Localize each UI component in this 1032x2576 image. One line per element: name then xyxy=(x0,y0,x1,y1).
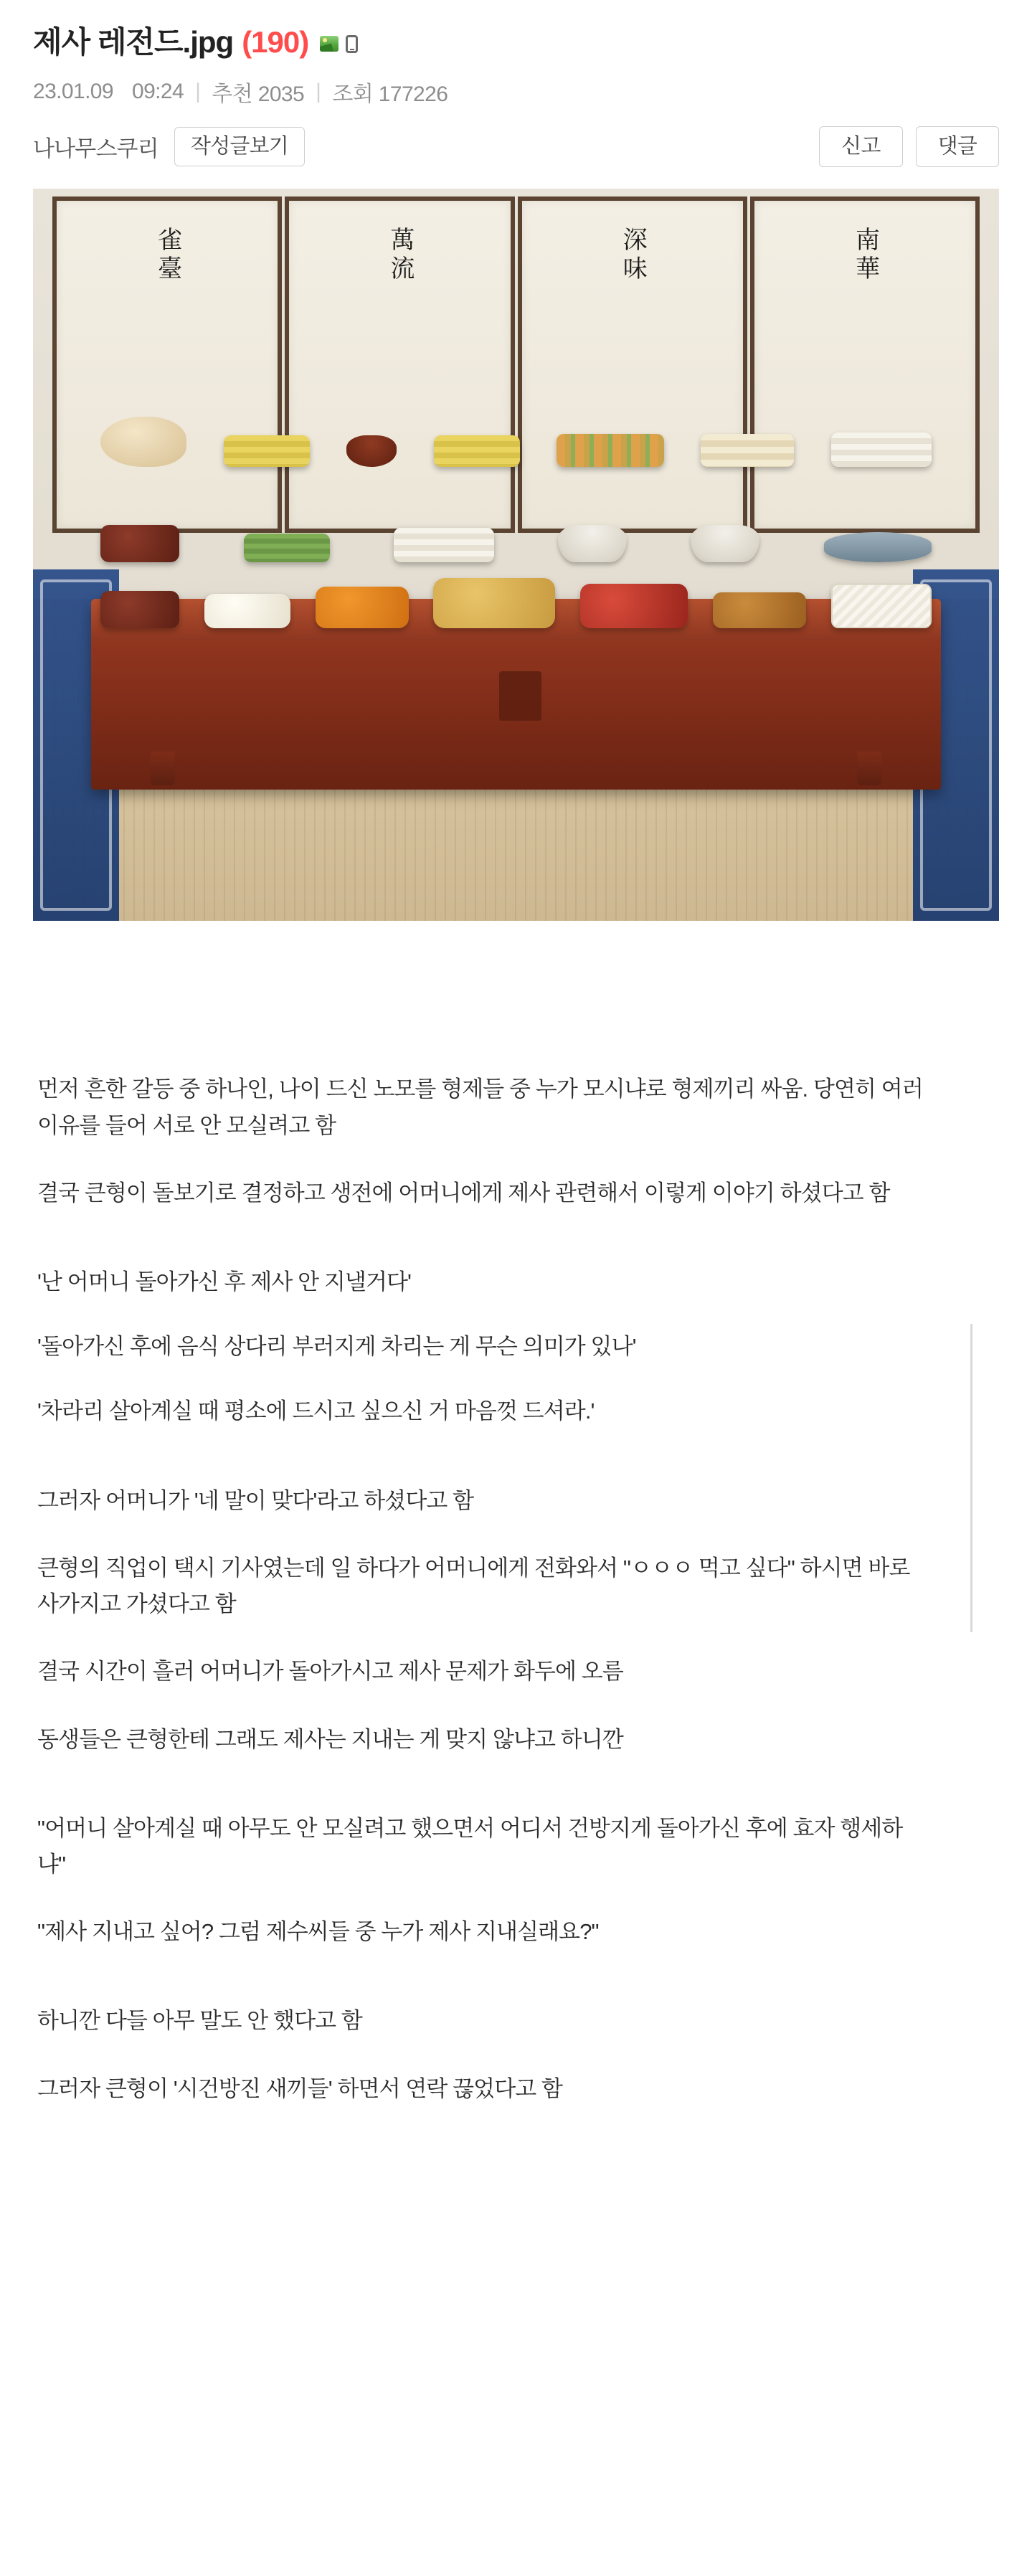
screen-panel-4-text: 南華 xyxy=(851,227,880,285)
page-title: 제사 레전드.jpg xyxy=(33,25,234,59)
post-meta xyxy=(33,76,999,108)
dish-tangerines xyxy=(316,587,409,628)
screen-panel-1-text: 雀臺 xyxy=(153,227,182,285)
body-paragraph-2: 결국 큰형이 돌보기로 결정하고 생전에 어머니에게 제사 관련해서 이렇게 이야기 하셨다고 함 xyxy=(37,1180,890,1206)
post-time: 09:24 xyxy=(131,80,184,104)
author-name[interactable]: 나나무스쿠리 xyxy=(33,136,158,162)
post-header xyxy=(0,0,1032,167)
food-row-back xyxy=(100,350,931,467)
comment-button[interactable]: 댓글 xyxy=(916,126,999,167)
post-body xyxy=(0,1071,1032,2182)
body-paragraph-7: 큰형의 직업이 택시 기사였는데 일 하다가 어머니에게 전화와서 "ㅇㅇㅇ 먹고 싶다" 하시면 바로 사가지고 가셨다고 함 xyxy=(37,1555,910,1617)
dish-rice-cake xyxy=(831,584,932,628)
author-right-group xyxy=(819,126,999,167)
table-apron-ornament xyxy=(499,671,541,721)
image-icon xyxy=(320,36,339,52)
dish-apples xyxy=(580,584,688,628)
title-icon-group xyxy=(320,35,358,53)
table-leg-left xyxy=(151,752,175,786)
view-count: 조회 177226 xyxy=(332,82,448,107)
dish-eggs xyxy=(204,594,290,628)
report-button[interactable]: 신고 xyxy=(819,126,902,167)
table-leg-right xyxy=(857,752,881,786)
mobile-icon xyxy=(346,35,358,53)
body-paragraph-3: '난 어머니 돌아가신 후 제사 안 지낼거다' xyxy=(37,1269,412,1295)
meta-separator-2: | xyxy=(316,80,321,104)
meta-separator-1: | xyxy=(195,80,201,104)
recommend-count: 추천 2035 xyxy=(212,82,305,107)
post-image[interactable] xyxy=(33,189,999,921)
author-left-group xyxy=(33,127,305,166)
jesa-table-photo xyxy=(33,189,999,921)
dish-pears xyxy=(433,578,555,628)
body-paragraph-8: 결국 시간이 흘러 어머니가 돌아가시고 제사 문제가 화두에 오름 xyxy=(37,1659,623,1685)
body-paragraph-12: 하니깐 다들 아무 말도 안 했다고 함 xyxy=(37,2008,362,2034)
body-paragraph-1: 먼저 흔한 갈등 중 하나인, 나이 드신 노모를 형제들 중 누가 모시냐로 형제끼리 싸움. 당연히 여러 이유를 들어 서로 안 모실려고 함 xyxy=(37,1076,923,1138)
body-paragraph-6: 그러자 어머니가 '네 말이 맞다'라고 하셨다고 함 xyxy=(37,1487,474,1513)
post-title-line xyxy=(33,24,999,60)
view-author-posts-button[interactable]: 작성글보기 xyxy=(174,127,305,166)
body-paragraph-9: 동생들은 큰형한테 그래도 제사는 지내는 게 맞지 않냐고 하니깐 xyxy=(37,1726,623,1752)
food-row-front xyxy=(100,533,931,628)
body-paragraph-11: "제사 지내고 싶어? 그럼 제수씨들 중 누가 제사 지내실래요?" xyxy=(37,1919,599,1945)
body-paragraph-5: '차라리 살아계실 때 평소에 드시고 싶으신 거 마음껏 드셔라.' xyxy=(37,1398,595,1424)
screen-panel-3-text: 深味 xyxy=(618,227,648,285)
quote-accent-bar xyxy=(970,1324,972,1632)
author-row xyxy=(33,126,999,167)
dish-jujube xyxy=(100,591,179,628)
body-paragraph-4: '돌아가신 후에 음식 상다리 부러지게 차리는 게 무슨 의미가 있나' xyxy=(37,1334,636,1360)
post-date: 23.01.09 xyxy=(33,80,113,104)
screen-panel-2-text: 萬流 xyxy=(385,227,415,285)
body-paragraph-13: 그러자 큰형이 '시건방진 새끼들' 하면서 연락 끊었다고 함 xyxy=(37,2075,563,2101)
body-paragraph-10: "어머니 살아계실 때 아무도 안 모실려고 했으면서 어디서 건방지게 돌아가신 후에 효자 행세하냐" xyxy=(37,1815,903,1877)
dish-cookies xyxy=(713,592,806,628)
comment-count-badge: (190) xyxy=(242,25,309,60)
